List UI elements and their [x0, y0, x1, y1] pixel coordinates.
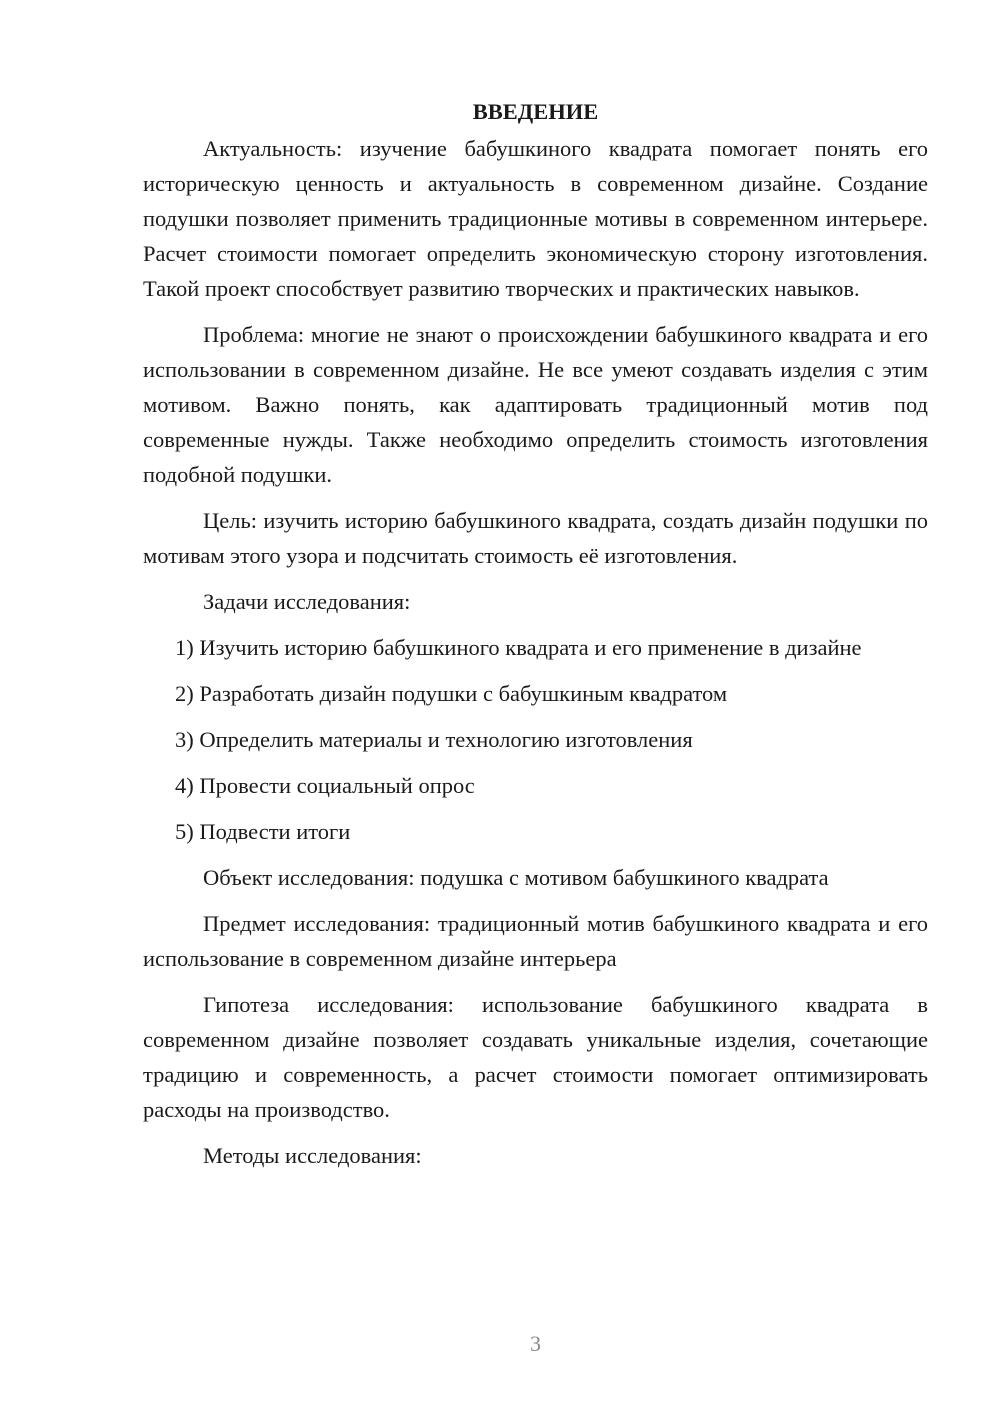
goal-paragraph: Цель: изучить историю бабушкиного квадрата, создать дизайн подушки по мотивам этого узора и подсчитать стоимость её изготовления.: [143, 508, 928, 568]
tasks-heading: Задачи исследования:: [203, 589, 411, 614]
page-content: [143, 94, 928, 1184]
tasks-list: [143, 630, 928, 849]
task-item: 1) Изучить историю бабушкиного квадрата и его применение в дизайне: [175, 635, 862, 660]
task-item: 3) Определить материалы и технологию изготовления: [175, 727, 693, 752]
page-number: 3: [530, 1331, 541, 1356]
relevance-paragraph: Актуальность: изучение бабушкиного квадрата помогает понять его историческую ценность и актуальность в современном дизайне. Создание подушки позволяет применить традиционные мотивы в современном интерьере. Расчет стоимости помогает определить экономическую сторону изготовления. Такой проект способствует развитию творческих и практических навыков.: [143, 136, 928, 301]
section-title: ВВЕДЕНИЕ: [472, 99, 599, 124]
object-paragraph: Объект исследования: подушка с мотивом бабушкиного квадрата: [203, 865, 829, 890]
hypothesis-paragraph: Гипотеза исследования: использование бабушкиного квадрата в современном дизайне позволяет создавать уникальные изделия, сочетающие традицию и современность, а расчет стоимости помогает оптимизировать расходы на производство.: [143, 992, 928, 1122]
problem-paragraph: Проблема: многие не знают о происхождении бабушкиного квадрата и его использовании в современном дизайне. Не все умеют создавать изделия с этим мотивом. Важно понять, как адаптировать традиционный мотив под современные нужды. Также необходимо определить стоимость изготовления подобной подушки.: [143, 322, 928, 487]
methods-heading: Методы исследования:: [203, 1143, 422, 1168]
task-item: 2) Разработать дизайн подушки с бабушкиным квадратом: [175, 681, 728, 706]
task-item: 5) Подвести итоги: [175, 819, 351, 844]
subject-paragraph: Предмет исследования: традиционный мотив бабушкиного квадрата и его использование в современном дизайне интерьера: [143, 911, 928, 971]
task-item: 4) Провести социальный опрос: [175, 773, 475, 798]
